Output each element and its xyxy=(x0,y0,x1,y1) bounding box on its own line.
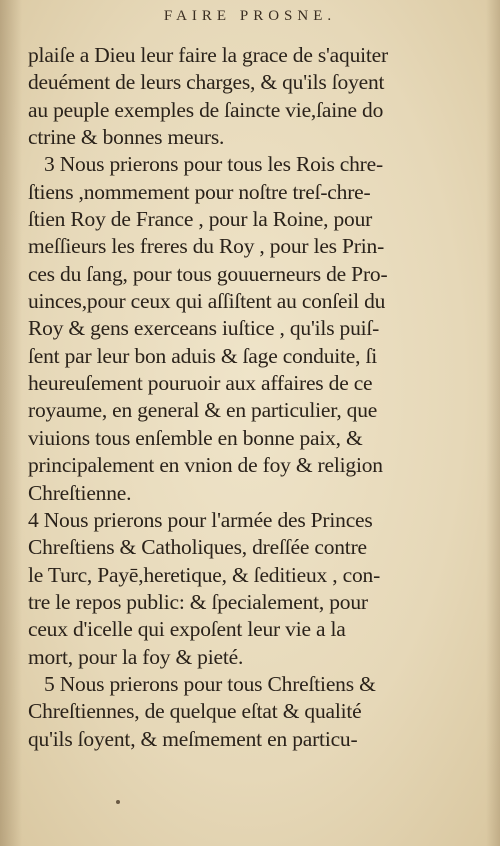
ink-speck xyxy=(116,800,120,804)
text-line: 4 Nous prierons pour l'armée des Princes xyxy=(28,507,373,532)
text-line: Chreſtiennes, de quelque eſtat & qualité xyxy=(28,699,362,724)
text-line: Chreſtiens & Catholiques, dreſſée contre xyxy=(28,535,367,560)
text-line: principalement en vnion de foy & religion xyxy=(28,453,383,478)
running-head: FAIRE PROSNE. xyxy=(163,8,337,24)
text-line: meſſieurs les freres du Roy , pour les Prin- xyxy=(28,234,385,259)
text-line: ſtiens ,nommement pour noſtre treſ-chre- xyxy=(28,179,371,204)
text-line: ces du ſang, pour tous gouuerneurs de Pro- xyxy=(28,261,388,286)
text-line: 3 Nous prierons pour tous les Rois chre- xyxy=(44,152,383,177)
text-line: heureuſement pouruoir aux affaires de ce xyxy=(28,371,373,396)
text-line: deuément de leurs charges, & qu'ils ſoyent xyxy=(28,70,385,95)
text-line: Chreſtienne. xyxy=(28,480,132,505)
text-line: tre le repos public: & ſpecialement, pour xyxy=(28,589,368,614)
text-line: le Turc, Payē,heretique, & ſeditieux , con- xyxy=(28,562,381,587)
text-line: mort, pour la foy & pieté. xyxy=(28,644,244,669)
text-line: plaiſe a Dieu leur faire la grace de s'aquiter xyxy=(28,43,388,67)
text-line: uinces,pour ceux qui aſſiſtent au conſeil du xyxy=(28,289,386,314)
gutter-shadow xyxy=(0,0,22,846)
text-line: 5 Nous prierons pour tous Chreſtiens & xyxy=(44,671,376,696)
text-line: ctrine & bonnes meurs. xyxy=(28,125,225,150)
text-line: qu'ils ſoyent, & meſmement en particu- xyxy=(28,726,358,751)
text-line: royaume, en general & en particulier, que xyxy=(28,398,378,423)
text-line: ſtien Roy de France , pour la Roine, pour xyxy=(28,207,373,232)
text-line: ceux d'icelle qui expoſent leur vie a la xyxy=(28,617,346,642)
text-line: ſent par leur bon aduis & ſage conduite, ſi xyxy=(28,343,378,368)
page-edge-shadow xyxy=(486,0,500,846)
body-text xyxy=(28,42,468,753)
text-line: Roy & gens exerceans iuſtice , qu'ils puiſ- xyxy=(28,316,380,341)
text-line: viuions tous enſemble en bonne paix, & xyxy=(28,425,363,450)
text-line: au peuple exemples de ſaincte vie,ſaine do xyxy=(28,97,384,122)
